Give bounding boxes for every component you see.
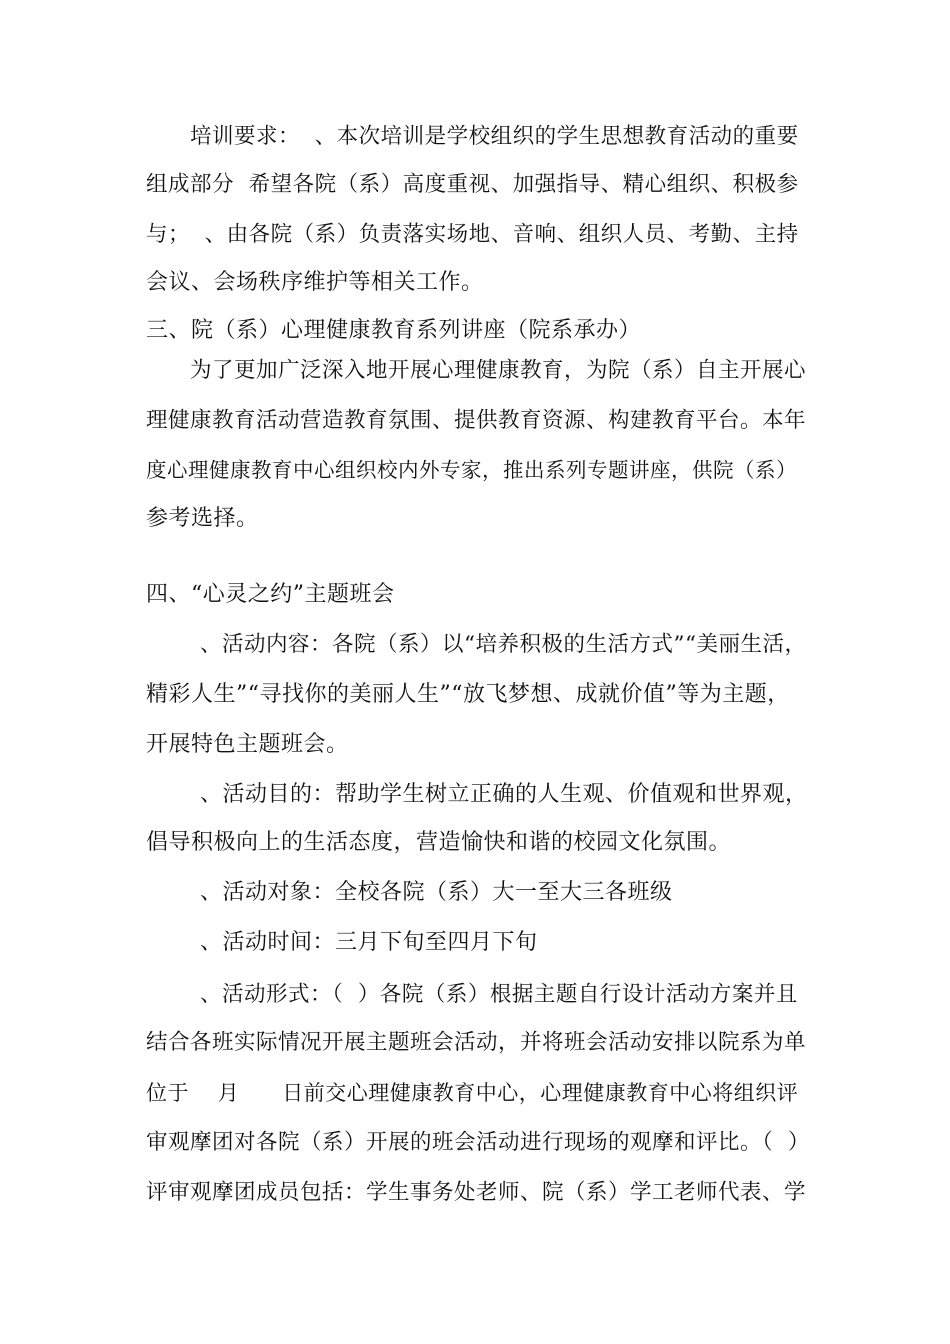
training-line-1: 培训要求： 、本次培训是学校组织的学生思想教育活动的重要 bbox=[190, 124, 799, 149]
section3-line-4: 参考选择。 bbox=[146, 506, 259, 531]
section3-line-1: 为了更加广泛深入地开展心理健康教育，为院（系）自主开展心 bbox=[190, 358, 807, 383]
activity-form-line-3: 位于 月 日前交心理健康教育中心，心理健康教育中心将组织评 bbox=[146, 1081, 799, 1105]
activity-form-line-4: 审观摩团对各院（系）开展的班会活动进行现场的观摩和评比。（ ） bbox=[146, 1130, 810, 1155]
section3-heading: 三、院（系）心理健康教育系列讲座（院系承办） bbox=[146, 318, 642, 343]
activity-content-line-2: 精彩人生”“寻找你的美丽人生”“放飞梦想、成就价值”等为主题， bbox=[146, 682, 790, 707]
section3-line-3: 度心理健康教育中心组织校内外专家，推出系列专题讲座，供院（系） bbox=[146, 458, 797, 482]
training-line-2: 组成部分 希望各院（系）高度重视、加强指导、精心组织、积极参 bbox=[146, 172, 799, 197]
activity-purpose-line-2: 倡导积极向上的生活态度，营造愉快和谐的校园文化氛围。 bbox=[146, 830, 732, 855]
activity-target: 、活动对象：全校各院（系）大一至大三各班级 bbox=[200, 880, 673, 905]
section4-heading: 四、“心灵之约”主题班会 bbox=[146, 582, 395, 607]
activity-content-line-3: 开展特色主题班会。 bbox=[146, 732, 349, 757]
training-line-4: 会议、会场秩序维护等相关工作。 bbox=[146, 270, 484, 295]
activity-time: 、活动时间：三月下旬至四月下旬 bbox=[200, 930, 538, 955]
section3-line-2: 理健康教育活动营造教育氛围、提供教育资源、构建教育平台。本年 bbox=[146, 408, 807, 433]
activity-form-line-2: 结合各班实际情况开展主题班会活动，并将班会活动安排以院系为单 bbox=[146, 1030, 807, 1055]
training-line-3: 与； 、由各院（系）负责落实场地、音响、组织人员、考勤、主持 bbox=[146, 222, 799, 247]
activity-form-line-5: 评审观摩团成员包括：学生事务处老师、院（系）学工老师代表、学 bbox=[146, 1180, 807, 1205]
activity-form-line-1: 、活动形式：（ ）各院（系）根据主题自行设计活动方案并且 bbox=[200, 982, 798, 1007]
activity-purpose-line-1: 、活动目的：帮助学生树立正确的人生观、价值观和世界观， bbox=[200, 782, 808, 807]
activity-content-line-1: 、活动内容：各院（系）以“培养积极的生活方式”“美丽生活， bbox=[200, 632, 807, 657]
